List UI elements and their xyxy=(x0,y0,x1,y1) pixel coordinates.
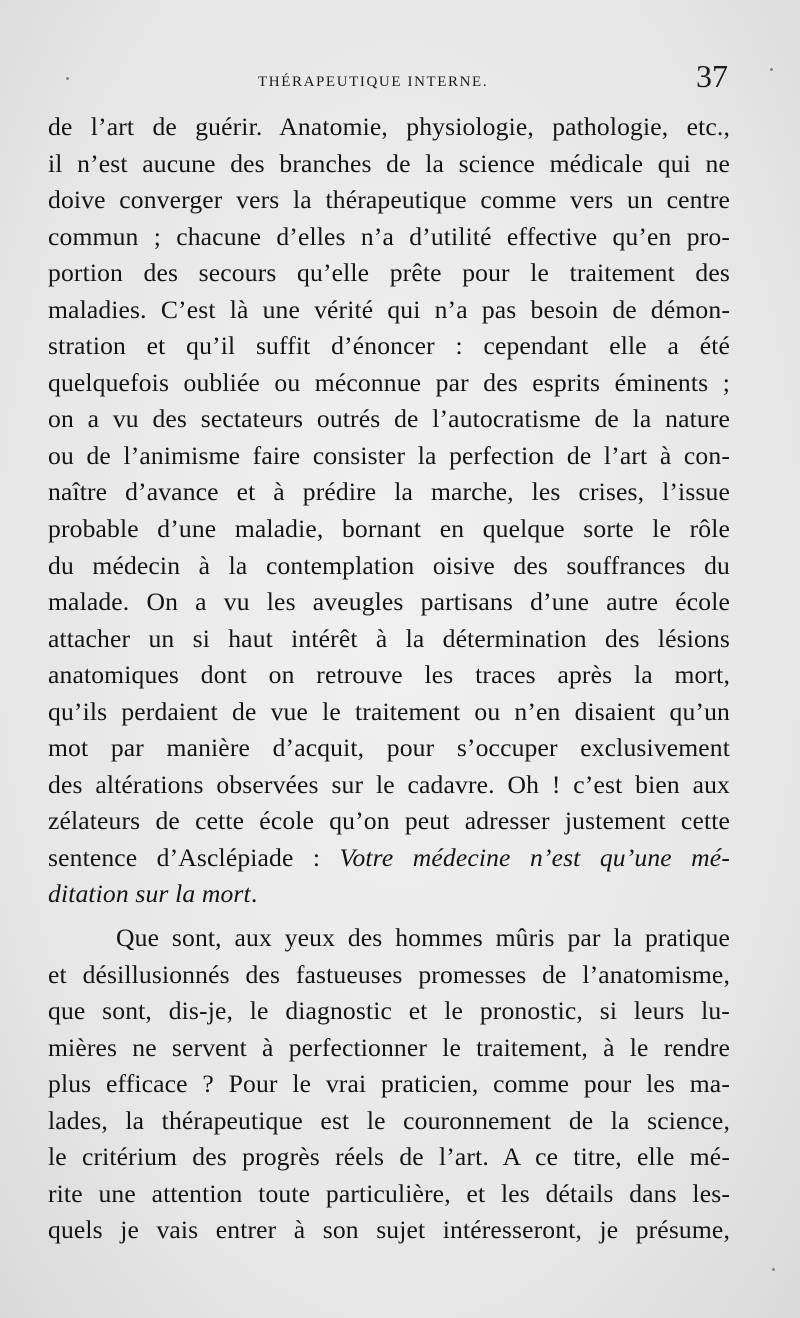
paper-speck xyxy=(772,1268,775,1271)
text-line: le critérium des progrès réels de l’art. A ce titre, elle mé- xyxy=(48,1142,730,1172)
paper-speck xyxy=(66,77,69,80)
paragraph-2 xyxy=(48,920,730,1249)
text-line: doive converger vers la thérapeutique comme vers un centre xyxy=(48,185,730,215)
quote-intro: sentence d’Asclépiade : xyxy=(48,842,340,872)
text-line: lades, la thérapeutique est le couronnement de la science, xyxy=(48,1105,730,1135)
text-line: rite une attention toute particulière, et les détails dans les- xyxy=(48,1178,730,1208)
text-line: stration et qu’il suffit d’énoncer : cependant elle a été xyxy=(48,331,730,361)
text-line: plus efficace ? Pour le vrai praticien, comme pour les ma- xyxy=(48,1069,730,1099)
running-head: THÉRAPEUTIQUE INTERNE. xyxy=(258,74,489,90)
period: . xyxy=(250,879,258,909)
text-line: on a vu des sectateurs outrés de l’autocratisme de la nature xyxy=(48,404,730,434)
text-line: quels je vais entrer à son sujet intéresseront, je présume, xyxy=(48,1215,730,1245)
text-line xyxy=(48,840,730,877)
paper-speck xyxy=(770,68,773,71)
quotation-end: ditation sur la mort xyxy=(48,879,251,909)
text-line: commun ; chacune d’elles n’a d’utilité effective qu’en pro- xyxy=(48,221,730,251)
text-line: probable d’une maladie, bornant en quelque sorte le rôle xyxy=(48,514,730,544)
text-line: zélateurs de cette école qu’on peut adresser justement cette xyxy=(48,806,730,836)
text-line: portion des secours qu’elle prête pour le traitement des xyxy=(48,258,730,288)
text-line: malade. On a vu les aveugles partisans d’une autre école xyxy=(48,587,730,617)
text-line: maladies. C’est là une vérité qui n’a pas besoin de démon- xyxy=(48,294,730,324)
page-number: 37 xyxy=(696,58,728,94)
text-line: attacher un si haut intérêt à la détermination des lésions xyxy=(48,623,730,653)
text-line: qu’ils perdaient de vue le traitement ou n’en disaient qu’un xyxy=(48,696,730,726)
text-line: que sont, dis-je, le diagnostic et le pronostic, si leurs lu- xyxy=(48,996,730,1026)
text-line xyxy=(48,876,730,913)
text-line: du médecin à la contemplation oisive des souffrances du xyxy=(48,550,730,580)
text-line: Que sont, aux yeux des hommes mûris par la pratique xyxy=(116,923,730,953)
text-line: quelquefois oubliée ou méconnue par des esprits éminents ; xyxy=(48,367,730,397)
text-line: mières ne servent à perfectionner le traitement, à le rendre xyxy=(48,1032,730,1062)
text-line: et désillusionnés des fastueuses promesses de l’anatomisme, xyxy=(48,959,730,989)
text-line: de l’art de guérir. Anatomie, physiologie, pathologie, etc., xyxy=(48,112,730,141)
quotation: Votre médecine n’est qu’une mé- xyxy=(339,842,730,872)
text-line: anatomiques dont on retrouve les traces après la mort, xyxy=(48,660,730,690)
text-line: mot par manière d’acquit, pour s’occuper exclusivement xyxy=(48,733,730,763)
paragraph-1 xyxy=(48,109,730,913)
body-text xyxy=(48,109,730,1249)
text-line: ou de l’animisme faire consister la perfection de l’art à con- xyxy=(48,440,730,470)
text-line: il n’est aucune des branches de la science médicale qui ne xyxy=(48,148,730,178)
text-line: naître d’avance et à prédire la marche, les crises, l’issue xyxy=(48,477,730,507)
text-line: des altérations observées sur le cadavre. Oh ! c’est bien aux xyxy=(48,769,730,799)
